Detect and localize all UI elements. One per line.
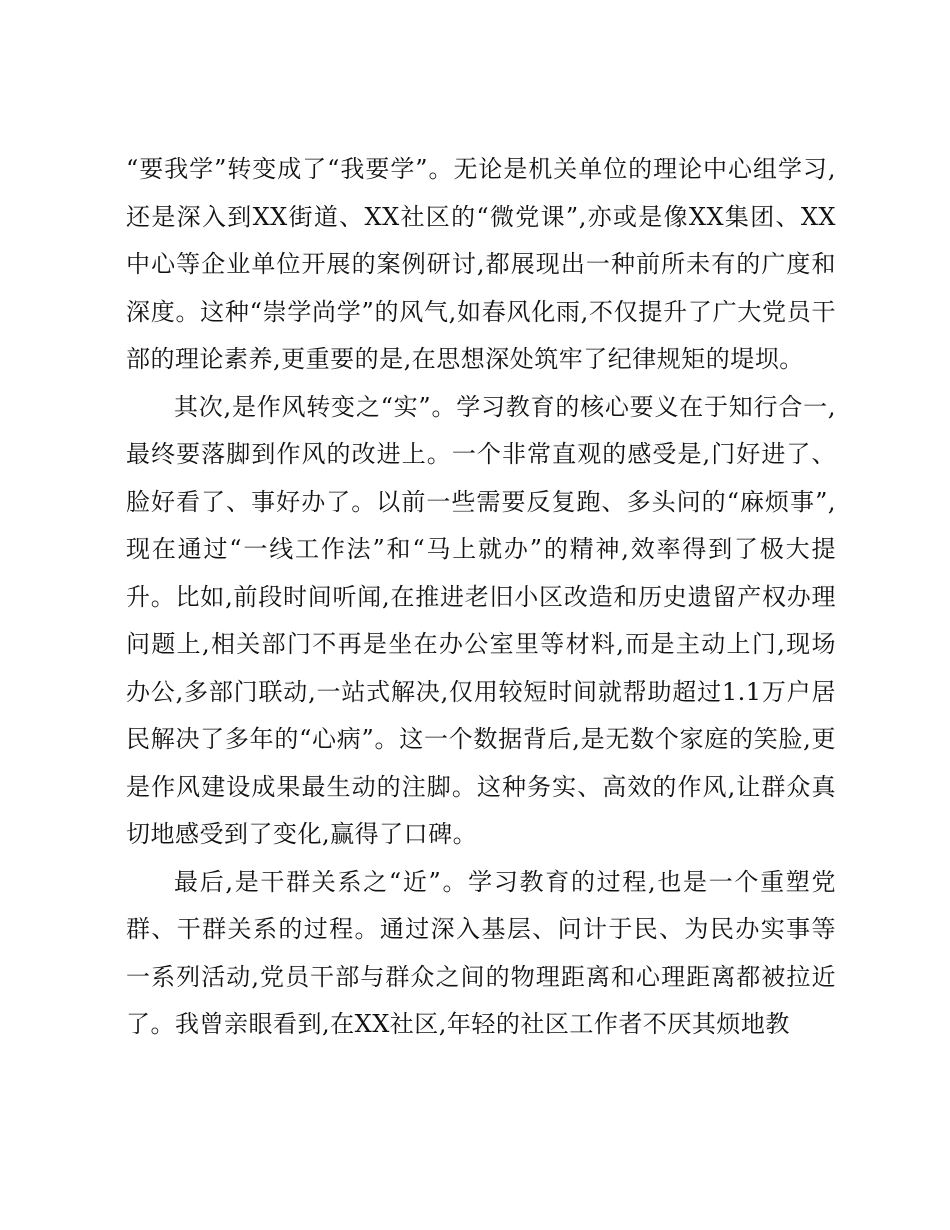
document-body [126,146,836,1049]
paragraph-cadre-relations: 最后,是干群关系之“近”。学习教育的过程,也是一个重塑党群、干群关系的过程。通过深入基层、问计于民、为民办实事等一系列活动,党员干部与群众之间的物理距离和心理距离都被拉近了。我曾亲眼看到,在XX社区,年轻的社区工作者不厌其烦地教 [126,867,836,1038]
paragraph-continuation: “要我学”转变成了“我要学”。无论是机关单位的理论中心组学习,还是深入到XX街道、XX社区的“微党课”,亦或是像XX集团、XX中心等企业单位开展的案例研讨,都展现出一种前所未有的广度和深度。这种“崇学尚学”的风气,如春风化雨,不仅提升了广大党员干部的理论素养,更重要的是,在思想深处筑牢了纪律规矩的堤坝。 [126,155,836,373]
paragraph-work-style: 其次,是作风转变之“实”。学习教育的核心要义在于知行合一,最终要落脚到作风的改进上。一个非常直观的感受是,门好进了、脸好看了、事好办了。以前一些需要反复跑、多头问的“麻烦事”,现在通过“一线工作法”和“马上就办”的精神,效率得到了极大提升。比如,前段时间听闻,在推进老旧小区改造和历史遗留产权办理问题上,相关部门不再是坐在办公室里等材料,而是主动上门,现场办公,多部门联动,一站式解决,仅用较短时间就帮助超过1.1万户居民解决了多年的“心病”。这一个数据背后,是无数个家庭的笑脸,更是作风建设成果最生动的注脚。这种务实、高效的作风,让群众真切地感受到了变化,赢得了口碑。 [126,392,836,848]
